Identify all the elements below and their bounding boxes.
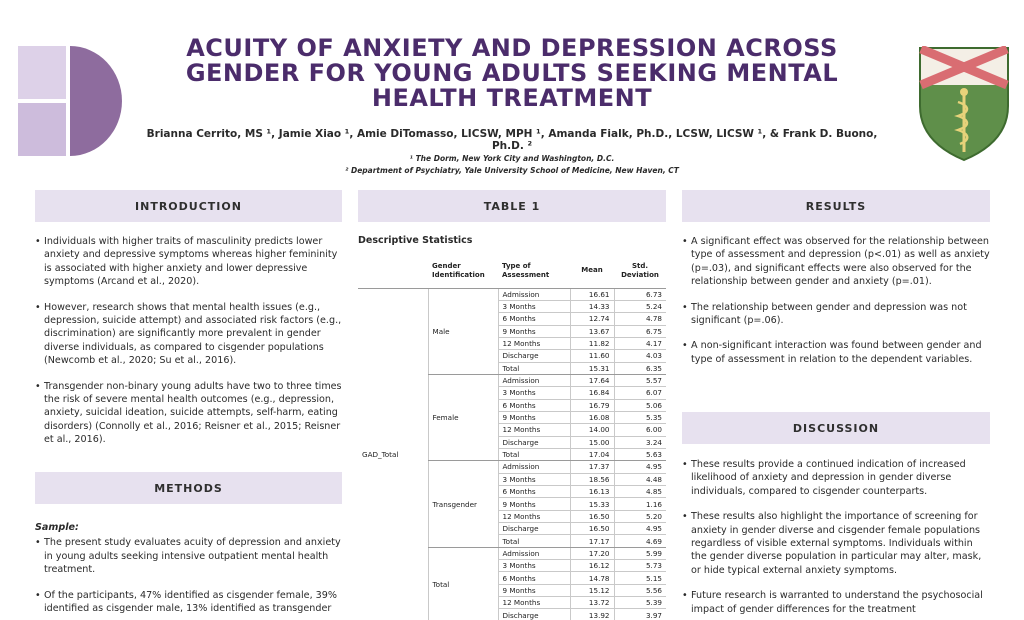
discussion-heading: DISCUSSION: [682, 412, 990, 444]
table-assessment-cell: 3 Months: [498, 473, 570, 485]
methods-body: [35, 521, 342, 620]
table-sd-cell: 6.75: [614, 325, 666, 337]
table-sd-cell: 4.03: [614, 350, 666, 362]
table-mean-cell: 13.72: [570, 597, 614, 609]
table-mean-cell: 16.13: [570, 486, 614, 498]
table-sd-cell: 4.85: [614, 486, 666, 498]
the-dorm-logo-graphic: [18, 46, 122, 156]
table-mean-cell: 14.00: [570, 424, 614, 436]
table-mean-cell: 15.31: [570, 362, 614, 374]
table-assessment-cell: Discharge: [498, 436, 570, 448]
table-gender-cell: Male: [428, 288, 498, 374]
table-mean-cell: 17.37: [570, 461, 614, 473]
table-assessment-cell: 6 Months: [498, 313, 570, 325]
table-assessment-cell: 9 Months: [498, 498, 570, 510]
table-mean-cell: 15.00: [570, 436, 614, 448]
table-sd-cell: 5.39: [614, 597, 666, 609]
table-heading: TABLE 1: [358, 190, 666, 222]
table-mean-cell: 15.33: [570, 498, 614, 510]
table-assessment-cell: Discharge: [498, 609, 570, 620]
table-gender-cell: Total: [428, 547, 498, 620]
table-sd-cell: 5.15: [614, 572, 666, 584]
table-mean-cell: 16.50: [570, 523, 614, 535]
table-variable-cell: GAD_Total: [362, 450, 399, 460]
table-mean-cell: 16.84: [570, 387, 614, 399]
table-mean-cell: 17.20: [570, 547, 614, 559]
table-mean-cell: 14.33: [570, 300, 614, 312]
table-gender-cell: Transgender: [428, 461, 498, 547]
table-mean-cell: 18.56: [570, 473, 614, 485]
table-mean-cell: 16.50: [570, 510, 614, 522]
table-assessment-cell: 12 Months: [498, 337, 570, 349]
table-sd-cell: 5.99: [614, 547, 666, 559]
results-bullet: • A non-significant interaction was found between gender and type of assessment in relation to the dependent variables.: [682, 339, 990, 366]
table-mean-cell: 12.74: [570, 313, 614, 325]
table-mean-cell: 11.60: [570, 350, 614, 362]
yale-shield-logo: [918, 46, 1010, 162]
table-assessment-cell: Admission: [498, 547, 570, 559]
table-sd-cell: 4.48: [614, 473, 666, 485]
table-sd-cell: 6.73: [614, 288, 666, 300]
table-assessment-cell: Discharge: [498, 350, 570, 362]
table-assessment-cell: 6 Months: [498, 572, 570, 584]
table-sd-cell: 4.17: [614, 337, 666, 349]
introduction-heading: INTRODUCTION: [35, 190, 342, 222]
discussion-bullet: • Future research is warranted to understand the psychosocial impact of gender differences for the treatment: [682, 589, 990, 616]
descriptive-statistics-table: [358, 254, 666, 620]
table-mean-cell: 15.12: [570, 584, 614, 596]
table-assessment-cell: Discharge: [498, 523, 570, 535]
table-sd-cell: 4.95: [614, 461, 666, 473]
table-mean-cell: 16.12: [570, 560, 614, 572]
author-list: Brianna Cerrito, MS ¹, Jamie Xiao ¹, Amie DiTomasso, LICSW, MPH ¹, Amanda Fialk, Ph.D., LCSW, LICSW ¹, & Frank D. Buono, Ph.D. ²: [146, 128, 878, 152]
table-header-sd: Std. Deviation: [614, 254, 666, 288]
methods-bullet: • The present study evaluates acuity of depression and anxiety in young adults seeking intensive outpatient mental health treatment.: [35, 536, 342, 576]
table-mean-cell: 16.61: [570, 288, 614, 300]
table-header-row: [358, 254, 666, 288]
table-assessment-cell: Total: [498, 448, 570, 460]
table-assessment-cell: 9 Months: [498, 325, 570, 337]
table-mean-cell: 13.92: [570, 609, 614, 620]
table-assessment-cell: 3 Months: [498, 560, 570, 572]
table-assessment-cell: Total: [498, 535, 570, 547]
table-mean-cell: 17.64: [570, 374, 614, 386]
table-sd-cell: 6.07: [614, 387, 666, 399]
table-header-gender: Gender Identification: [428, 254, 498, 288]
table-assessment-cell: 6 Months: [498, 399, 570, 411]
introduction-bullet: • However, research shows that mental health issues (e.g., depression, suicide attempt) and associated risk factors (e.g., discrimination) are significantly more prevalent in gender diverse individuals, as compared to cisgender populations (Newcomb et al., 2020; Su et al., 2016).: [35, 301, 342, 368]
results-heading: RESULTS: [682, 190, 990, 222]
table-sd-cell: 4.95: [614, 523, 666, 535]
table-assessment-cell: Admission: [498, 461, 570, 473]
table-mean-cell: 16.79: [570, 399, 614, 411]
table-sd-cell: 4.78: [614, 313, 666, 325]
table-header-type: Type of Assessment: [498, 254, 570, 288]
table-assessment-cell: 9 Months: [498, 411, 570, 423]
table-assessment-cell: 3 Months: [498, 300, 570, 312]
table-sd-cell: 6.00: [614, 424, 666, 436]
introduction-bullet: • Individuals with higher traits of masculinity predicts lower anxiety and depressive symptoms whereas higher femininity is associated with higher anxiety and lower depressive symptoms (Arcand et al., 2020).: [35, 235, 342, 289]
discussion-bullet: • These results also highlight the importance of screening for anxiety in gender diverse and cisgender female populations regardless of visible external symptoms. Individuals within the gender diverse population in particular may alter, mask, or hide typical external anxiety symptoms.: [682, 510, 990, 577]
table-assessment-cell: 9 Months: [498, 584, 570, 596]
table-sd-cell: 4.69: [614, 535, 666, 547]
sample-label: Sample:: [35, 522, 79, 533]
yale-shield-graphic: [918, 46, 1010, 162]
results-bullet: • A significant effect was observed for the relationship between type of assessment and depression (p<.01) as well as anxiety (p=.03), and significant effects were also observed for the relationship between gender and anxiety (p=.01).: [682, 235, 990, 289]
introduction-bullet: • Transgender non-binary young adults have two to three times the risk of severe mental health outcomes (e.g., depression, anxiety, suicidal ideation, suicide attempts, self-harm, eating disorders) (Connolly et al., 2016; Reisner et al., 2015; Reisner et al., 2016).: [35, 380, 342, 447]
poster-title: ACUITY OF ANXIETY AND DEPRESSION ACROSS GENDER FOR YOUNG ADULTS SEEKING MENTAL HEALTH TREATMENT: [185, 34, 839, 112]
table-assessment-cell: 6 Months: [498, 486, 570, 498]
results-body: [682, 235, 990, 378]
table-sd-cell: 5.06: [614, 399, 666, 411]
table-sd-cell: 3.24: [614, 436, 666, 448]
table-mean-cell: 17.17: [570, 535, 614, 547]
table-sd-cell: 1.16: [614, 498, 666, 510]
the-dorm-logo: [18, 46, 122, 156]
table-subtitle: Descriptive Statistics: [358, 235, 473, 246]
table-header-mean: Mean: [570, 254, 614, 288]
table-sd-cell: 5.57: [614, 374, 666, 386]
affiliation-2: ² Department of Psychiatry, Yale University School of Medicine, New Haven, CT: [345, 166, 679, 175]
methods-heading: METHODS: [35, 472, 342, 504]
table-assessment-cell: Total: [498, 362, 570, 374]
table-mean-cell: 14.78: [570, 572, 614, 584]
table-sd-cell: 5.56: [614, 584, 666, 596]
table-header-variable: [358, 254, 428, 288]
table-mean-cell: 11.82: [570, 337, 614, 349]
table-sd-cell: 5.24: [614, 300, 666, 312]
table-sd-cell: 5.63: [614, 448, 666, 460]
table-assessment-cell: Admission: [498, 288, 570, 300]
table-gender-cell: Female: [428, 374, 498, 460]
table-body: [358, 288, 666, 620]
table-sd-cell: 3.97: [614, 609, 666, 620]
results-bullet: • The relationship between gender and depression was not significant (p=.06).: [682, 301, 990, 328]
table-mean-cell: 13.67: [570, 325, 614, 337]
table-sd-cell: 5.73: [614, 560, 666, 572]
table-assessment-cell: Admission: [498, 374, 570, 386]
discussion-body: [682, 458, 990, 620]
table-mean-cell: 16.08: [570, 411, 614, 423]
table-sd-cell: 5.20: [614, 510, 666, 522]
table-sd-cell: 5.35: [614, 411, 666, 423]
introduction-body: [35, 235, 342, 459]
table-mean-cell: 17.04: [570, 448, 614, 460]
methods-bullet: • Of the participants, 47% identified as cisgender female, 39% identified as cisgender male, 13% identified as transgender: [35, 589, 342, 616]
table-sd-cell: 6.35: [614, 362, 666, 374]
table-assessment-cell: 12 Months: [498, 510, 570, 522]
table-row: [358, 288, 666, 300]
table-assessment-cell: 12 Months: [498, 424, 570, 436]
affiliation-1: ¹ The Dorm, New York City and Washington, D.C.: [409, 154, 615, 163]
table-assessment-cell: 3 Months: [498, 387, 570, 399]
table-assessment-cell: 12 Months: [498, 597, 570, 609]
discussion-bullet: • These results provide a continued indication of increased likelihood of anxiety and depression in gender diverse individuals, compared to cisgender counterparts.: [682, 458, 990, 498]
